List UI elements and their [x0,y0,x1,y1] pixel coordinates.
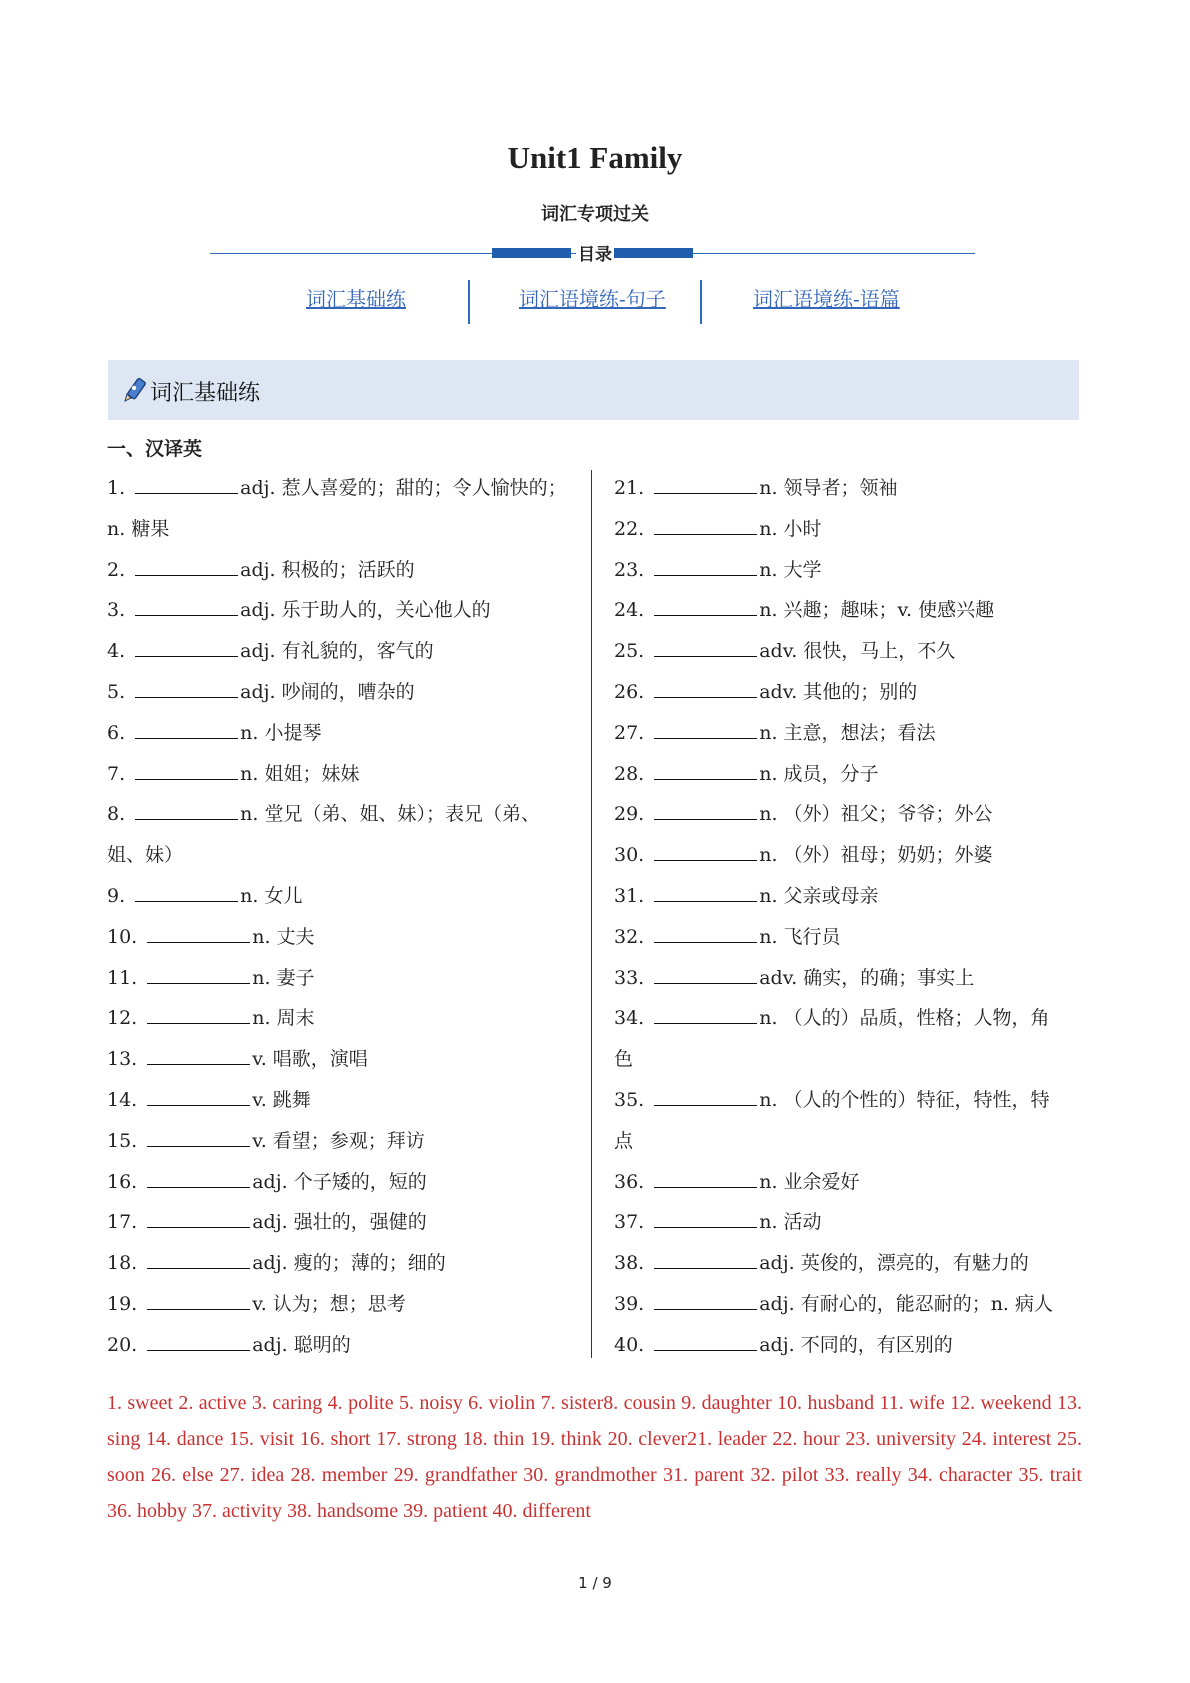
item-number: 14. [107,1089,138,1111]
item-meaning: 小提琴 [264,721,322,744]
answer-blank[interactable] [654,761,757,780]
item-meaning: 飞行员 [783,925,841,948]
answer-blank[interactable] [654,965,757,984]
answer-blank[interactable] [654,1005,757,1024]
part-of-speech: n. [759,844,784,867]
toc-link-basic[interactable]: 词汇基础练 [306,287,406,311]
item-meaning: 积极的；活跃的 [281,558,415,581]
answer-blank[interactable] [654,638,757,657]
item-meaning: 女儿 [264,885,303,907]
item-meaning: 点 [614,1129,634,1152]
item-number: 38. [614,1252,645,1275]
item-meaning: 主意，想法；看法 [783,721,936,744]
answer-blank[interactable] [147,1332,250,1351]
answer-blank[interactable] [147,1209,250,1228]
item-number: 2. [107,558,126,581]
item-number: 10. [107,925,138,948]
part-of-speech: n. [759,1211,784,1234]
item-meaning: 妻子 [276,966,315,989]
vocab-item [614,1162,860,1203]
vocab-item [107,998,315,1039]
answer-blank[interactable] [654,1250,757,1269]
vocab-item [614,1325,953,1366]
item-meaning: 业余爱好 [783,1170,860,1193]
item-meaning: 姐、妹） [107,844,184,867]
item-meaning: 跳舞 [272,1089,311,1111]
answer-blank[interactable] [147,1128,250,1147]
item-meaning: 其他的；别的 [803,681,918,703]
item-meaning: n. 糖果 [107,517,170,540]
vocab-item [614,917,841,958]
item-number: 11. [107,966,138,989]
item-number: 17. [107,1211,138,1234]
item-meaning: 色 [614,1048,634,1071]
part-of-speech: n. [759,1007,784,1030]
part-of-speech: n. [759,762,784,785]
answer-blank[interactable] [147,924,250,943]
answer-blank[interactable] [135,597,238,616]
item-meaning: 丈夫 [276,925,315,948]
part-of-speech: adj. [240,477,282,499]
part-of-speech: n. [252,1007,277,1030]
item-meaning: 大学 [783,558,822,581]
answer-blank[interactable] [135,475,238,494]
part-of-speech: n. [759,721,784,744]
item-meaning: 成员，分子 [783,762,879,785]
item-number: 25. [614,640,645,663]
answer-blank[interactable] [654,679,757,698]
part-of-speech: n. [240,803,265,826]
item-number: 15. [107,1129,138,1152]
vocab-item [614,1284,1053,1325]
part-of-speech: adv. [759,966,804,989]
vocab-item [614,631,955,672]
item-number: 6. [107,721,126,744]
vocab-item [107,590,491,631]
item-number: 20. [107,1333,138,1356]
toc-separator [468,280,470,324]
vocab-item [614,672,917,713]
answer-blank[interactable] [135,720,238,739]
item-number: 22. [614,517,645,540]
vocab-item [614,1243,1029,1284]
answer-blank[interactable] [147,1005,250,1024]
answer-blank[interactable] [654,883,757,902]
item-number: 27. [614,721,645,744]
vocab-item [614,509,822,550]
answer-blank[interactable] [654,1332,757,1351]
answer-blank[interactable] [147,965,250,984]
item-number: 36. [614,1170,645,1193]
vocab-item [614,713,936,754]
vocab-item [614,835,993,876]
item-number: 12. [107,1007,138,1030]
part-of-speech: adj. [240,640,282,663]
item-number: 39. [614,1293,645,1315]
vocab-item [107,468,567,509]
vocab-item [614,876,879,917]
part-of-speech: adj. [759,1333,801,1356]
vocab-item [107,1243,446,1284]
item-meaning: 父亲或母亲 [783,885,879,907]
answer-blank[interactable] [147,1169,250,1188]
answer-blank[interactable] [654,720,757,739]
vocab-item [107,917,315,958]
item-meaning: 不同的，有区别的 [800,1333,953,1356]
part-of-speech: n. [252,966,277,989]
page-number: 1 / 9 [578,1574,612,1592]
answer-blank[interactable] [135,761,238,780]
answer-blank[interactable] [654,842,757,861]
item-number: 1. [107,477,126,499]
part-of-speech: n. [759,558,784,581]
vocab-item [107,550,415,591]
part-of-speech: adj. [759,1293,801,1315]
vocab-item [107,509,169,550]
part-of-speech: n. [759,599,784,622]
part-of-speech: adj. [252,1211,294,1234]
item-number: 19. [107,1293,138,1315]
answer-blank[interactable] [147,1087,250,1106]
item-meaning: 唱歌，演唱 [272,1048,368,1071]
part-of-speech: adj. [252,1170,294,1193]
item-number: 4. [107,640,126,663]
vocab-item [614,1121,633,1162]
answer-blank[interactable] [135,883,238,902]
item-number: 32. [614,925,645,948]
part-of-speech: adj. [252,1252,294,1275]
column-divider [591,470,592,1358]
answer-blank[interactable] [135,801,238,820]
vocab-item [614,958,974,999]
item-number: 13. [107,1048,138,1071]
part-of-speech: adj. [252,1333,294,1356]
part-of-speech: n. [759,803,784,826]
item-number: 26. [614,681,645,703]
part-of-speech: n. [252,925,277,948]
part-of-speech: v. [252,1129,273,1152]
answer-blank[interactable] [654,1169,757,1188]
vocab-item [614,754,879,795]
answer-blank[interactable] [654,1291,757,1310]
part-of-speech: n. [240,885,265,907]
vocab-item [107,876,302,917]
vocab-item [107,631,434,672]
item-meaning: 认为；想；思考 [272,1293,406,1315]
item-number: 30. [614,844,645,867]
answer-blank[interactable] [135,557,238,576]
answer-blank[interactable] [654,516,757,535]
answer-blank[interactable] [135,679,238,698]
answer-key: 1. sweet 2. active 3. caring 4. polite 5. noisy 6. violin 7. sister8. cousin 9. daughter 10. husband 11. wife 12. weekend 13. sing 14. dance 15. visit 16. short 17. strong 18. thin 19. think 20. clever21. leader 22. hour 23. university 24. interest 25. soon 26. else 27. idea 28. member 29. grandfather 30. grandmother 31. parent 32. pilot 33. really 34. character 35. trait 36. hobby 37. activity 38. handsome 39. patient 40. different [107,1392,1082,1522]
item-number: 35. [614,1089,645,1111]
toc-label: 目录 [578,245,612,265]
part-of-speech: n. [759,1170,784,1193]
vocab-item [614,1080,1050,1121]
answer-blank[interactable] [654,1209,757,1228]
item-number: 34. [614,1007,645,1030]
item-number: 40. [614,1333,645,1356]
part-of-speech: n. [759,885,784,907]
answer-blank[interactable] [135,638,238,657]
vocab-item [614,550,822,591]
item-number: 29. [614,803,645,826]
toc-link-sentence[interactable]: 词汇语境练-句子 [519,287,666,311]
item-number: 37. [614,1211,645,1234]
item-number: 8. [107,803,126,826]
part-of-speech: v. [252,1293,273,1315]
item-meaning: 英俊的，漂亮的，有魅力的 [800,1252,1029,1275]
vocab-item [614,998,1050,1039]
item-meaning: 姐姐；妹妹 [264,762,360,785]
vocab-item [107,1039,368,1080]
item-meaning: 领导者；领袖 [783,477,898,499]
item-number: 24. [614,599,645,622]
item-meaning: 吵闹的，嘈杂的 [281,681,415,703]
answer-blank[interactable] [654,924,757,943]
item-meaning: 小时 [783,517,822,540]
item-meaning: 很快，马上，不久 [803,640,956,663]
answer-blank[interactable] [654,597,757,616]
answer-blank[interactable] [147,1250,250,1269]
part-of-speech: n. [240,721,265,744]
vocab-item [107,794,540,835]
part-of-speech: adj. [240,681,282,703]
document-title: Unit1 Family [507,140,683,175]
item-number: 28. [614,762,645,785]
part-of-speech: v. [252,1089,273,1111]
vocab-item [614,590,994,631]
part-of-speech: n. [759,517,784,540]
vocab-item [614,1039,633,1080]
answer-blank[interactable] [654,475,757,494]
part-of-speech: adj. [759,1252,801,1275]
part-of-speech: n. [759,925,784,948]
vocab-item [107,1121,425,1162]
item-meaning: 惹人喜爱的；甜的；令人愉快的； [281,477,567,499]
part-of-speech: adv. [759,640,804,663]
vocab-item [107,713,321,754]
item-meaning: 强壮的，强健的 [293,1211,427,1234]
item-number: 31. [614,885,645,907]
part-title: 一、汉译英 [107,438,203,460]
vocab-item [107,1202,427,1243]
answer-blank[interactable] [147,1046,250,1065]
item-meaning: 个子矮的，短的 [293,1170,427,1193]
item-meaning: （人的）品质，性格；人物，角 [783,1007,1050,1030]
part-of-speech: adj. [240,558,282,581]
item-meaning: 乐于助人的，关心他人的 [281,599,491,622]
pencil-icon [122,377,148,403]
item-number: 5. [107,681,126,703]
vocab-item [107,1080,311,1121]
vocab-item [107,672,415,713]
item-meaning: 周末 [276,1007,315,1030]
part-of-speech: n. [759,477,784,499]
item-meaning: 看望；参观；拜访 [272,1129,425,1152]
item-meaning: 确实，的确；事实上 [803,966,975,989]
part-of-speech: adj. [240,599,282,622]
item-meaning: （人的个性的）特征，特性，特 [783,1089,1050,1111]
vocab-item [107,958,315,999]
item-meaning: 兴趣；趣味；v. 使感兴趣 [783,599,995,622]
item-number: 18. [107,1252,138,1275]
item-number: 9. [107,885,126,907]
answer-blank[interactable] [654,1087,757,1106]
vocab-item [107,1325,351,1366]
document-subtitle: 词汇专项过关 [541,204,649,225]
item-meaning: 瘦的；薄的；细的 [293,1252,446,1275]
part-of-speech: n. [759,1089,784,1111]
vocab-item [614,468,898,509]
item-number: 7. [107,762,126,785]
part-of-speech: v. [252,1048,273,1071]
vocab-item [107,835,183,876]
vocab-item [614,1202,822,1243]
vocab-item [107,1284,406,1325]
vocab-item [107,754,359,795]
item-number: 33. [614,966,645,989]
item-meaning: 堂兄（弟、姐、妹）；表兄（弟、 [264,803,540,826]
item-number: 23. [614,558,645,581]
toc-separator [700,280,702,324]
answer-blank[interactable] [147,1291,250,1310]
answer-blank[interactable] [654,801,757,820]
item-number: 3. [107,599,126,622]
item-number: 21. [614,477,645,499]
item-meaning: （外）祖母；奶奶；外婆 [783,844,993,867]
part-of-speech: n. [240,762,265,785]
answer-blank[interactable] [654,557,757,576]
section-title: 词汇基础练 [150,381,261,406]
toc-link-passage[interactable]: 词汇语境练-语篇 [753,287,900,311]
vocab-item [614,794,993,835]
item-number: 16. [107,1170,138,1193]
item-meaning: 活动 [783,1211,822,1234]
item-meaning: 聪明的 [293,1333,351,1356]
item-meaning: 有耐心的，能忍耐的；n. 病人 [800,1293,1054,1315]
item-meaning: （外）祖父；爷爷；外公 [783,803,993,826]
vocab-item [107,1162,427,1203]
item-meaning: 有礼貌的，客气的 [281,640,434,663]
part-of-speech: adv. [759,681,804,703]
